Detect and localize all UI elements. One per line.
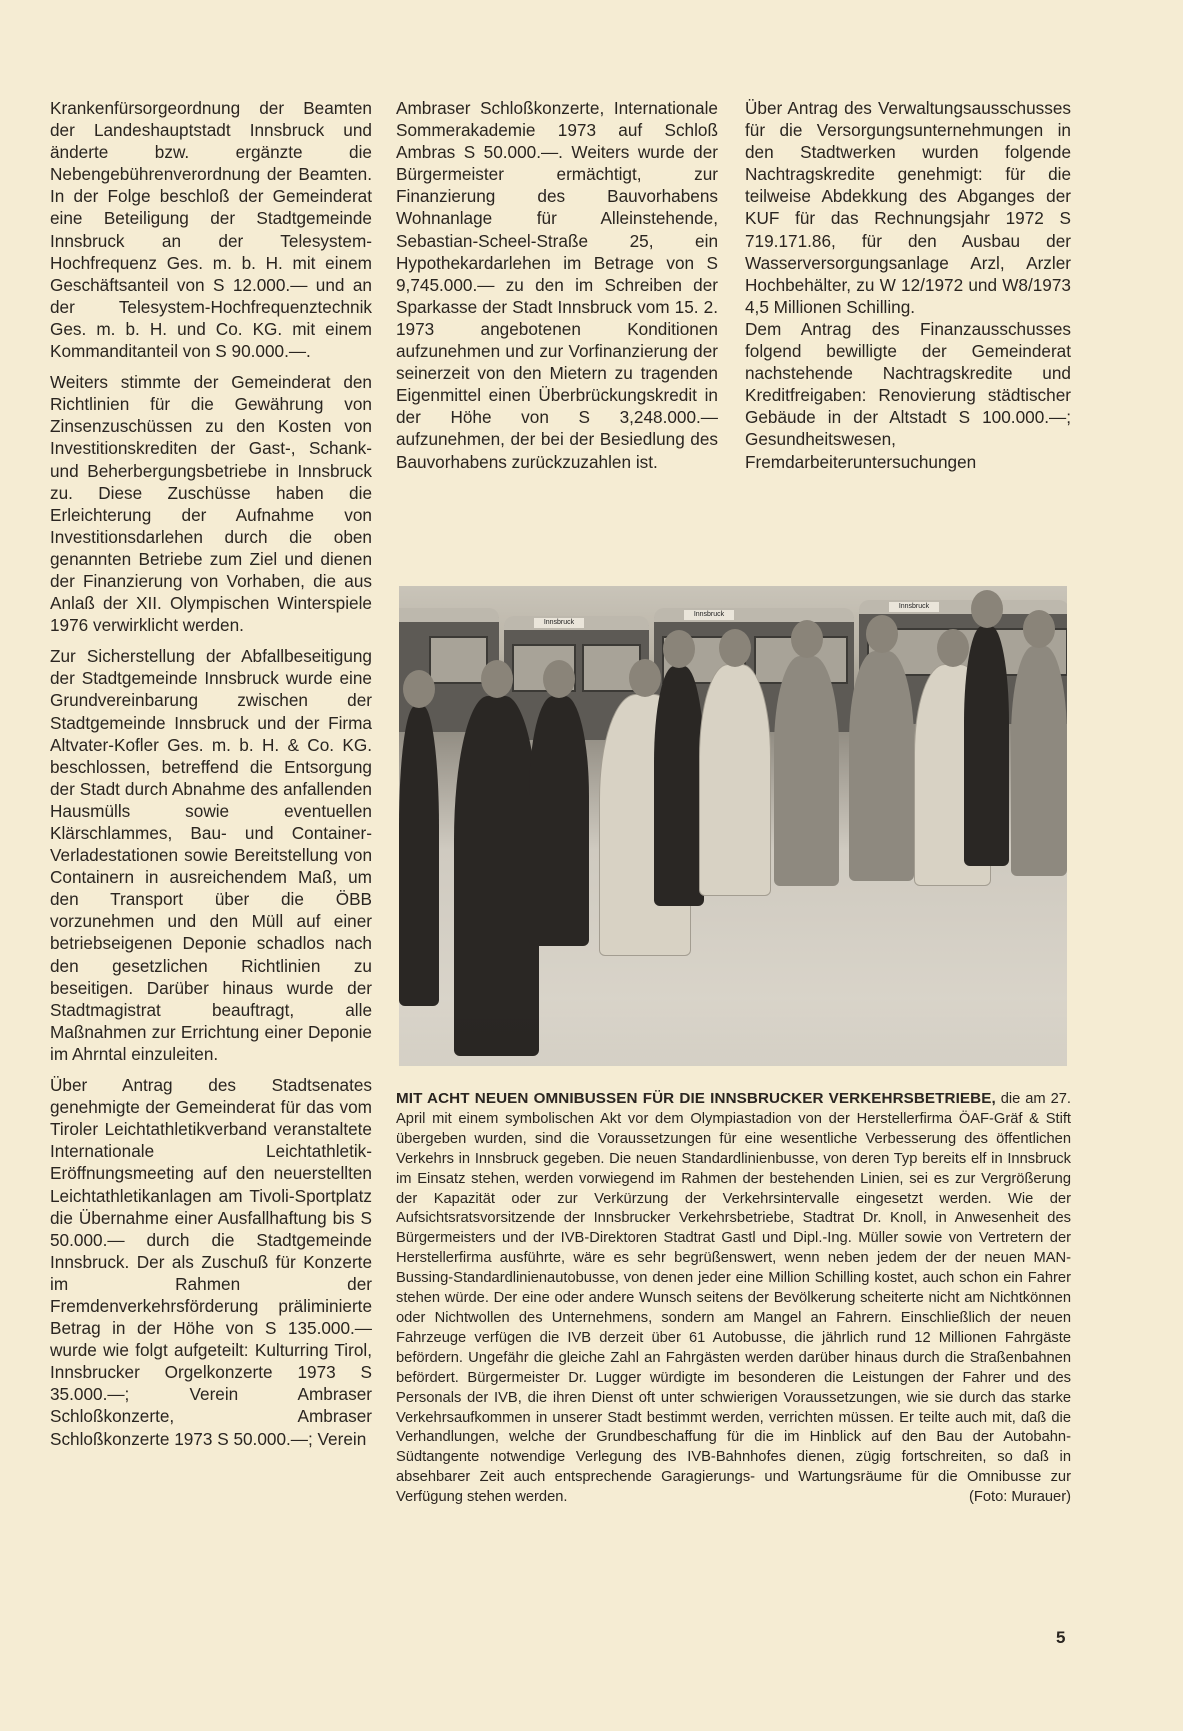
- paragraph: Ambraser Schloßkonzerte, Internationale Sommerakademie 1973 auf Schloß Ambras S 50.000.—. Weiters wurde der Bürgermeister ermächtigt, zur Finanzierung des Bauvorhabens Wohnanlage für Alleinstehende, Sebastian-Scheel-Straße 25, ein Hypothekardarlehen im Betrage von S 9,745.000.— zu den im Schreiben der Sparkasse der Stadt Innsbruck vom 15. 2. 1973 angebotenen Konditionen aufzunehmen und zur Vorfinanzierung der seinerzeit von den Mietern zu tragenden Eigenmittel einen Überbrückungskredit in der Höhe von S 3,248.000.— aufzunehmen, der bei der Besiedlung des Bauvorhabens zurückzuzahlen ist.: [396, 98, 718, 472]
- page-number: 5: [1056, 1628, 1066, 1647]
- paragraph: Über Antrag des Verwaltungsausschusses für die Versorgungsunternehmungen in den Stadtwerken wurden folgende Nachtragskredite genehmigt: für die teilweise Abdekkung des Abganges der KUF für das Rechnungsjahr 1972 S 719.171.86, für den Ausbau der Wasserversorgungsanlage Arzl, Arzler Hochbehälter, zu W 12/1972 und W8/1973 4,5 Millionen Schilling.: [745, 98, 1071, 317]
- person: [1011, 646, 1067, 876]
- paragraph: Weiters stimmte der Gemeinderat den Richtlinien für die Gewährung von Zinsenzuschüssen zu den Kosten von Investitionskrediten der Gast-, Schank- und Beherbergungsbetriebe in Innsbruck zu. Diese Zuschüsse haben die Erleichterung der Aufnahme von Investitionsdarlehen durch die oben genannten Betriebe zum Ziel und dienen der Finanzierung von Vorhaben, die aus Anlaß der XII. Olympischen Winterspiele 1976 verwirklicht werden.: [50, 372, 372, 636]
- text-column-2: [396, 97, 718, 482]
- photo-credit: (Foto: Murauer): [968, 1489, 1071, 1506]
- person: [964, 626, 1009, 866]
- caption-headline: MIT ACHT NEUEN OMNIBUSSEN FÜR DIE INNSBRUCKER VERKEHRSBETRIEBE,: [396, 1090, 996, 1107]
- paragraph: Zur Sicherstellung der Abfallbeseitigung der Stadtgemeinde Innsbruck wurde eine Grundvereinbarung zwischen der Stadtgemeinde Innsbruck und der Firma Altvater-Kofler Ges. m. b. H. & Co. KG. beschlossen, betreffend die Entsorgung der Stadt durch Abnahme des anfallenden Hausmülls sowie eventuellen Klärschlammes, Bau- und Container-Verladestationen sowie Bereitstellung von Containern in ausreichendem Maß, um den Transport über die ÖBB vorzunehmen und den Müll auf einer betriebseigenen Deponie schadlos nach den gesetzlichen Richtlinien zu beseitigen. Darüber hinaus wurde der Stadtmagistrat beauftragt, alle Maßnahmen zur Errichtung einer Deponie im Ahrntal einzuleiten.: [50, 646, 372, 1064]
- news-photo-buses: [399, 586, 1067, 1066]
- person: [399, 706, 439, 1006]
- person: [774, 656, 839, 886]
- paragraph: Krankenfürsorgeordnung der Beamten der Landeshauptstadt Innsbruck und änderte bzw. ergänzte die Nebengebührenverordnung der Beamten. In der Folge beschloß der Gemeinderat eine Beteiligung der Stadtgemeinde Innsbruck an der Telesystem-Hochfrequenz Ges. m. b. H. mit einem Geschäftsanteil von S 12.000.— und an der Telesystem-Hochfrequenztechnik Ges. m. b. H. und Co. KG. mit einem Kommanditanteil von S 90.000.—.: [50, 98, 372, 362]
- bus-shape: Innsbruck: [504, 616, 649, 740]
- bus-shape: Innsbruck: [859, 600, 1067, 724]
- photo-caption: [396, 1089, 1071, 1508]
- person: [654, 666, 704, 906]
- person: [699, 664, 771, 896]
- text-column-3: [745, 97, 1071, 473]
- bus-shape: Innsbruck: [654, 608, 854, 732]
- paragraph: Über Antrag des Stadtsenates genehmigte der Gemeinderat für das vom Tiroler Leichtathletikverband veranstaltete Internationale Leichtathletik-Eröffnungsmeeting auf den neuerstellten Leichtathletikanlagen am Tivoli-Sportplatz die Übernahme einer Ausfallhaftung bis S 50.000.— durch die Stadtgemeinde Innsbruck. Der als Zuschuß für Konzerte im Rahmen der Fremdenverkehrsförderung präliminierte Betrag in der Höhe von S 135.000.— wurde wie folgt aufgeteilt: Kulturring Tirol, Innsbrucker Orgelkonzerte 1973 S 35.000.—; Verein Ambraser Schloßkonzerte, Ambraser Schloßkonzerte 1973 S 50.000.—; Verein: [50, 1075, 372, 1449]
- paragraph: Dem Antrag des Finanzausschusses folgend bewilligte der Gemeinderat nachstehende Nachtragskredite und Kreditfreigaben: Renovierung städtischer Gebäude in der Altstadt S 100.000.—; Gesundheitswesen, Fremdarbeiteruntersuchungen: [745, 318, 1071, 472]
- person: [529, 696, 589, 946]
- caption-body: die am 27. April mit einem symbolischen Akt vor dem Olympiastadion von der Herstellerfirma ÖAF-Gräf & Stift übergeben wurden, sind die Voraussetzungen für eine wesentliche Verbesserung des öffentlichen Verkehrs in Innsbruck gegeben. Die neuen Standardlinienbusse, von deren Typ bereits elf in Innsbruck im Einsatz stehen, werden vorwiegend im Rahmen der bestehenden Linien, sei es zur Vergrößerung der Kapazität oder zur Verkürzung der Verkehrsintervalle eingesetzt werden. Wie der Aufsichtsratsvorsitzende der Innsbrucker Verkehrsbetriebe, Stadtrat Dr. Knoll, in Anwesenheit des Bürgermeisters und der IVB-Direktoren Stadtrat Gastl und Dipl.-Ing. Müller sowie von Vertretern der Herstellerfirma ausführte, wäre es sehr begrüßenswert, wenn neben jedem der der neuen MAN-Bussing-Standardlinienautobusse, von denen jeder eine Million Schilling kostet, auch schon ein Fahrer stehen würde. Der eine oder andere Wunsch seitens der Bevölkerung scheiterte nicht am Nichtkönnen oder Nichtwollen des Unternehmens, sondern am Mangel an Fahrern. Einschließlich der neuen Fahrzeuge verfügen die IVB derzeit über 61 Autobusse, die jährlich rund 12 Millionen Fahrgäste befördern. Ungefähr die gleiche Zahl an Fahrgästen werden darüber hinaus durch die Straßenbahnen befördert. Bürgermeister Dr. Lugger würdigte im besonderen die Leistungen der Fahrer und des Personals der IVB, die ihren Dienst oft unter schwierigen Voraussetzungen, wie sie durch das starke Verkehrsaufkommen in unserer Stadt bestimmt werden, verrichten müssen. Er teilte auch mit, daß die Verhandlungen, welche der Grundbeschaffung für die im Hinblick auf den Bau der Autobahn-Südtangente notwendige Verlegung des IVB-Bahnhofes dienen, zügig fortschreiten, so daß in absehbarer Zeit auch entsprechende Garagierungs- und Wartungsräume für die Omnibusse zur Verfügung stehen werden.: [396, 1091, 1071, 1506]
- text-column-1: [50, 97, 372, 1459]
- person: [849, 651, 914, 881]
